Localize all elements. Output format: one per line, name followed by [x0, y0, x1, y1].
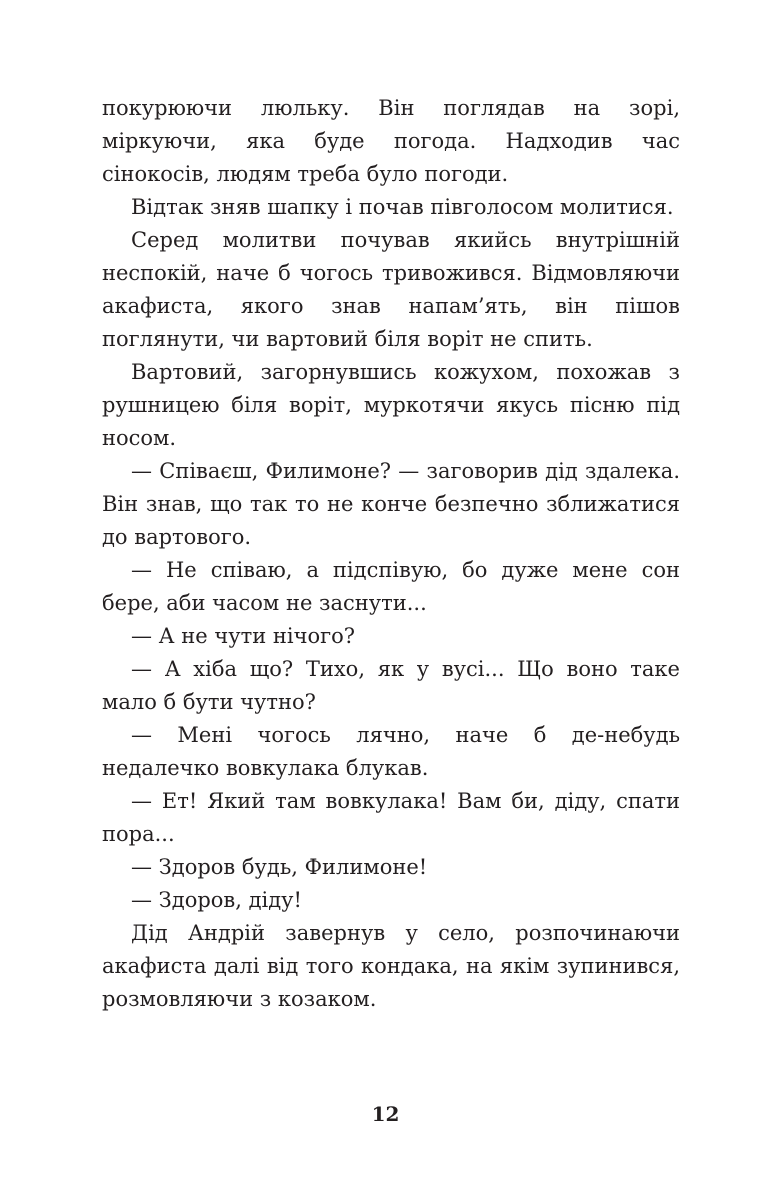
paragraph: Відтак зняв шапку і почав півголосом молитися. — [131, 195, 674, 219]
paragraph: покурюючи люльку. Він поглядав на зорі, міркуючи, яка буде погода. Надходив час сінокосів, людям треба було погоди. — [102, 96, 680, 186]
paragraph: Дід Андрій завернув у село, розпочинаючи акафиста далі від того кондака, на якім зупинився, розмовляючи з козаком. — [102, 921, 680, 1011]
dialogue-line: — Здоров будь, Филимоне! — [131, 855, 428, 879]
dialogue-line: — Не співаю, а підспівую, бо дуже мене сон бере, аби часом не заснути... — [102, 558, 680, 615]
dialogue-line: — А хіба що? Тихо, як у вусі... Що воно таке мало б бути чутно? — [102, 657, 680, 714]
dialogue-line: — Співаєш, Филимоне? — заговорив дід здалека. Він знав, що так то не конче безпечно зближатися до вартового. — [102, 459, 680, 549]
dialogue-line: — Здоров, діду! — [131, 888, 302, 912]
dialogue-line: — Ет! Який там вовкулака! Вам би, діду, спати пора... — [102, 789, 680, 846]
dialogue-line: — Мені чогось лячно, наче б де-небудь недалечко вовкулака блукав. — [102, 723, 680, 780]
paragraph: Вартовий, загорнувшись кожухом, похожав з рушницею біля воріт, муркотячи якусь пісню під носом. — [102, 360, 680, 450]
page-body — [102, 92, 680, 1016]
paragraph: Серед молитви почував якийсь внутрішній неспокій, наче б чогось тривожився. Відмовляючи акафиста, якого знав напам’ять, він пішов поглянути, чи вартовий біля воріт не спить. — [102, 228, 680, 351]
dialogue-line: — А не чути нічого? — [131, 624, 356, 648]
page-number: 12 — [371, 1102, 400, 1126]
